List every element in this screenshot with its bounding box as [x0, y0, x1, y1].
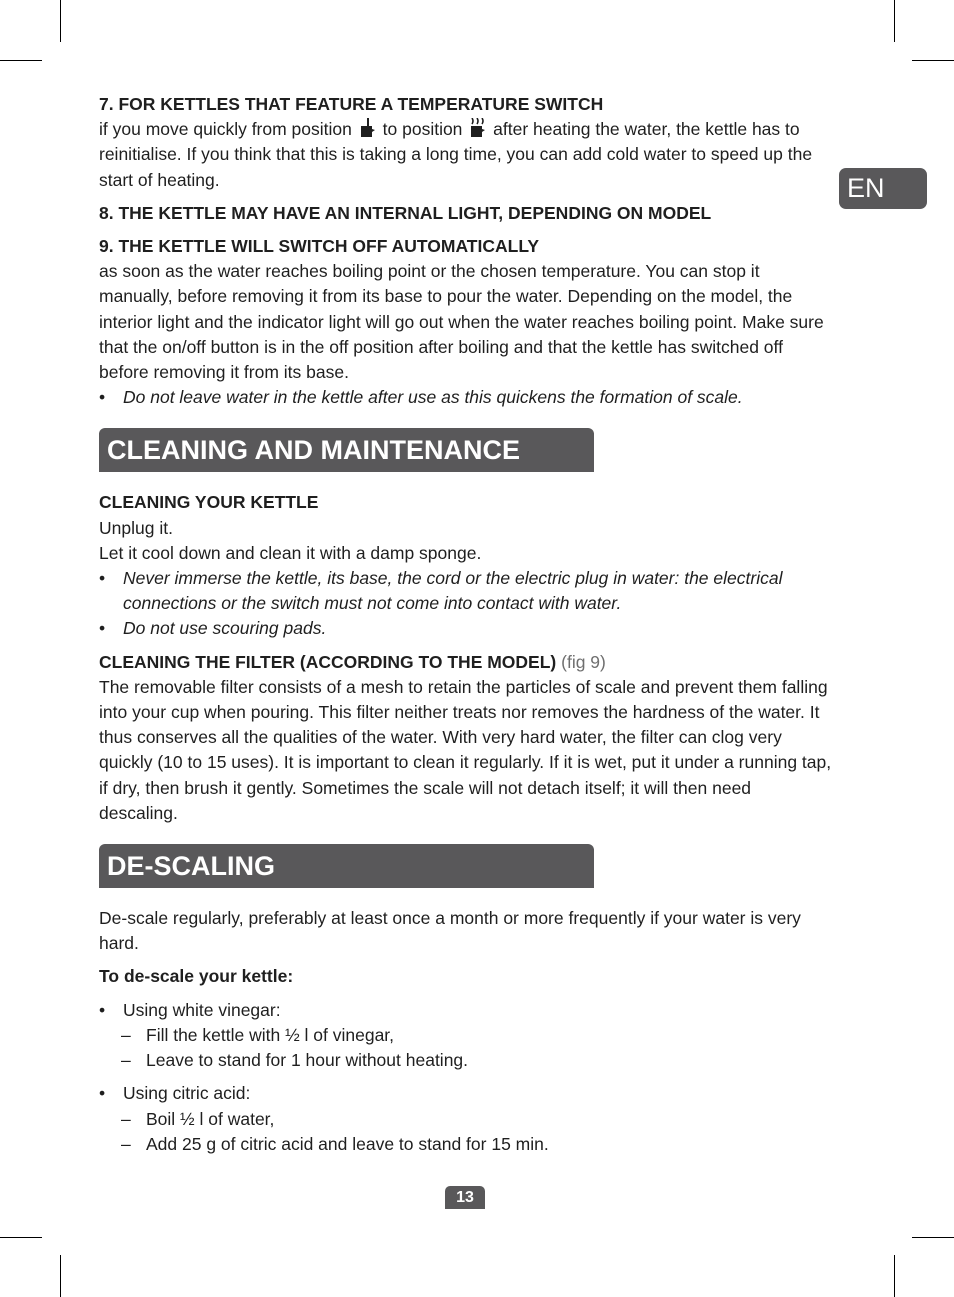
section-9-bullet: • Do not leave water in the kettle after use as this quickens the formation of scale. — [99, 385, 834, 410]
cleaning-filter-text: The removable filter consists of a mesh to retain the particles of scale and prevent them falling into your cup when pouring. This filter neither treats nor removes the hardness of the water. It thus conserves all the qualities of the water. With very hard water, the filter can clog very quickly (10 to 15 uses). It is important to clean it regularly. If it is wet, put it under a running tap, if dry, then brush it gently. Sometimes the scale will not detach itself; it will then need descaling. — [99, 676, 832, 823]
crop-mark — [0, 60, 42, 61]
cleaning-bullet-scouring: • Do not use scouring pads. — [99, 616, 834, 641]
crop-mark — [894, 1255, 895, 1297]
cleaning-filter-heading-text: CLEANING THE FILTER (ACCORDING TO THE MODEL) — [99, 651, 557, 672]
crop-mark — [0, 1237, 42, 1238]
descaling-step: – Boil ½ l of water, — [99, 1107, 834, 1132]
descaling-step: – Leave to stand for 1 hour without heating. — [99, 1048, 834, 1073]
crop-mark — [912, 60, 954, 61]
language-tab: EN — [839, 168, 927, 209]
page-number: 13 — [445, 1186, 485, 1209]
crop-mark — [60, 1255, 61, 1297]
cleaning-line-unplug: Unplug it. — [99, 517, 173, 538]
cleaning-section-title: CLEANING AND MAINTENANCE — [99, 428, 594, 472]
cleaning-filter-heading — [99, 650, 834, 675]
crop-mark — [894, 0, 895, 42]
crop-mark — [60, 0, 61, 42]
descaling-subheading: To de-scale your kettle: — [99, 966, 294, 987]
descaling-method-vinegar: • Using white vinegar: — [99, 998, 834, 1023]
descaling-step: – Fill the kettle with ½ l of vinegar, — [99, 1023, 834, 1048]
section-7-text-b: to position — [382, 119, 463, 140]
temperature-switch-boil-icon — [469, 118, 486, 138]
section-8-heading: 8. THE KETTLE MAY HAVE AN INTERNAL LIGHT, DEPENDING ON MODEL — [99, 202, 712, 223]
cleaning-bullet-immerse: • Never immerse the kettle, its base, the cord or the electric plug in water: the electrical connections or the switch must not come into contact with water. — [99, 566, 834, 616]
figure-reference: (fig 9) — [561, 651, 606, 672]
temperature-switch-low-icon — [359, 118, 376, 138]
section-7-heading: 7. FOR KETTLES THAT FEATURE A TEMPERATURE SWITCH — [99, 94, 604, 114]
descaling-method-citric: • Using citric acid: — [99, 1081, 834, 1106]
descaling-intro: De-scale regularly, preferably at least once a month or more frequently if your water is very hard. — [99, 908, 801, 954]
descaling-section-title: DE-SCALING — [99, 844, 594, 888]
section-7-text-a: if you move quickly from position — [99, 119, 352, 140]
cleaning-line-cool: Let it cool down and clean it with a damp sponge. — [99, 542, 482, 563]
section-9-text: as soon as the water reaches boiling point or the chosen temperature. You can stop it manually, before removing it from its base to pour the water. Depending on the model, the interior light and the indicator light will go out when the water reaches boiling point. Make sure that the on/off button is in the off position after boiling and that the kettle has switched off before removing it from its base. — [99, 261, 824, 383]
cleaning-kettle-heading: CLEANING YOUR KETTLE — [99, 492, 319, 513]
section-7-text-c: after heating the water, the kettle has to reinitialise. If you think that this is taking a long time, you can add cold water to speed up the start of heating. — [99, 119, 813, 190]
descaling-step: – Add 25 g of citric acid and leave to stand for 15 min. — [99, 1132, 834, 1157]
section-9-heading: 9. THE KETTLE WILL SWITCH OFF AUTOMATICALLY — [99, 236, 540, 257]
section-7-text — [99, 117, 834, 193]
crop-mark — [912, 1237, 954, 1238]
page-content — [99, 92, 834, 1157]
